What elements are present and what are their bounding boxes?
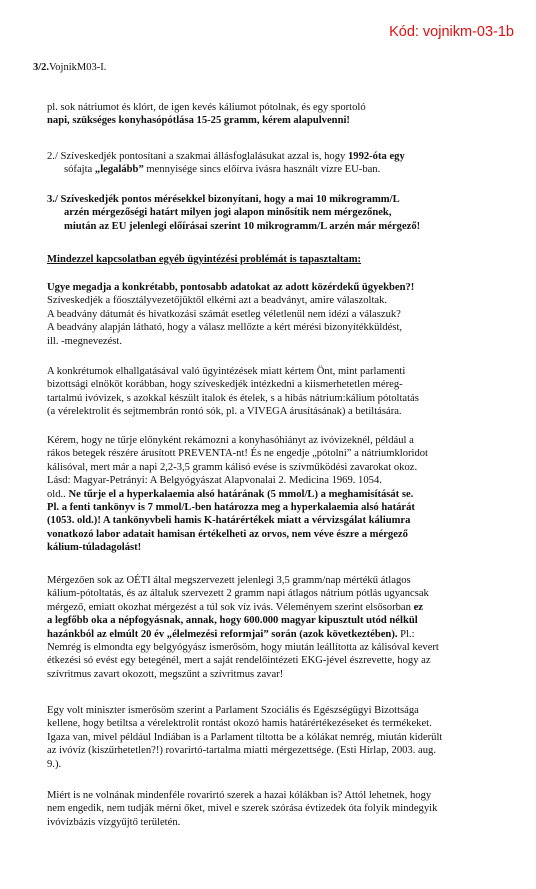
paragraph-pesticides	[47, 789, 517, 829]
text-line: old.. Ne tűrje el a hyperkalaemia alsó határának (5 mmol/L) a meghamisítását se.	[47, 488, 414, 500]
text-line: ill. -megnevezést.	[47, 335, 123, 347]
text-line: sófajta „legalább” mennyisége sincs előírva ivásra használt vízre EU-ban.	[64, 164, 381, 176]
text-line: Ugye megadja a konkrétabb, pontosabb adatokat az adott közérdekű ügyekben?!	[47, 282, 415, 293]
text-line: tartalmú ivóvizek, s azokkal készült italok és ételek, s a hibás nátrium:kálium pótoltatás	[47, 392, 419, 404]
text-line: Szíveskedjék a főosztályvezetőjüktől elkérni azt a beadványt, amire válaszoltak.	[47, 295, 388, 307]
text-line: (1053. old.)! A tankönyvbeli hamis K-határértékek miatt a vérvizsgálat káliumra	[47, 515, 411, 527]
text-line: Lásd: Magyar-Petrányi: A Belgyógyászat Alapvonalai 2. Medicina 1969. 1054.	[47, 475, 382, 487]
text-line: a legfőbb oka a népfogyásnak, annak, hogy 600.000 magyar kipusztult utód nélkül	[47, 615, 418, 627]
text-line: az ivóvíz (kiszűrhetetlen?!) rovarirtó-tartalma miatti mérgezettsége. (Esti Hírlap, 2003. aug.	[47, 745, 436, 757]
text-line: vonatkozó labor adatait hamisan értékelheti az orvos, nem véve észre a mérgező	[47, 528, 408, 540]
text-line: arzén mérgezőségi határt milyen jogi alapon minősítik nem mérgezőnek,	[64, 207, 392, 219]
text-line: Kérem, hogy ne tűrje előnyként rekámozni a konyhasóhiányt az ivóvizeknél, például a	[47, 435, 414, 446]
paragraph-sodium-potassium	[47, 101, 517, 128]
paragraph-point-3-arsenic	[47, 193, 517, 233]
page-reference: VojnikM03-I.	[49, 62, 107, 73]
paragraph-point-2	[47, 150, 517, 177]
text-line: (a vérelektrolit és sejtmembrán rontó sók, pl. a VIVEGA árusításának) a betiltására.	[47, 406, 402, 418]
paragraph-oeti-potassium	[47, 574, 517, 681]
text-line: Egy volt miniszter ismerősöm szerint a Parlament Szociális és Egészségügyi Bizottsága	[47, 705, 419, 716]
text-line: A konkrétumok elhallgatásával való ügyintézések miatt kértem Önt, mint parlamenti	[47, 366, 406, 377]
paragraph-committee-request	[47, 365, 517, 419]
document-code-label: Kód: vojnikm-03-1b	[389, 24, 514, 40]
text-line: Pl. a fenti tankönyv is 7 mmol/L-ben határozza meg a hyperkalaemia alsó határát	[47, 502, 415, 514]
text-line: 9.).	[47, 758, 62, 770]
text-line: A beadvány alapján látható, hogy a válasz mellőzte a kért mérési bizonyítékküldést,	[47, 322, 403, 334]
paragraph-questions	[47, 281, 517, 348]
page-number: 3/2.	[33, 62, 50, 73]
paragraph-hyperkalaemia	[47, 434, 517, 555]
paragraph-parliament-ban	[47, 704, 517, 771]
text-line: napi, szükséges konyhasópótlása 15-25 gramm, kérem alapulvenni!	[47, 115, 350, 127]
text-line: étkezési só evést egy betegénél, mert a saját rendelőintézeti EKG-jével észrevette, hogy az	[47, 655, 431, 667]
text-line: Nemrég is elmondta egy belgyógyász ismerősöm, hogy miután leállította az kálisóval kevert	[47, 642, 439, 654]
text-line: Igaza van, mivel például Indiában is a Parlament tiltotta be a kólákat nemrég, miután kiderült	[47, 731, 443, 743]
text-line: 2./ Szíveskedjék pontosítani a szakmai állásfoglalásukat azzal is, hogy 1992-óta egy	[47, 151, 405, 162]
text-line: 3./ Szíveskedjék pontos mérésekkel bizonyítani, hogy a mai 10 mikrogramm/L	[47, 194, 400, 205]
text-line: pl. sok nátriumot és klórt, de igen kevés káliumot pótolnak, és egy sportoló	[47, 102, 366, 113]
text-line: rákos betegek részére árusított PREVENTA-nt! És ne engedje „pótolni” a nátriumkloridot	[47, 448, 428, 460]
text-line: szívritmus zavart okozott, megszűnt a szívritmus zavar!	[47, 668, 284, 680]
text-line: kellene, hogy betiltsa a vérelektrolit rontást okozó hamis határértékezéseket és termékeket.	[47, 718, 432, 730]
text-line: kálium-túladagolást!	[47, 542, 142, 554]
text-line: kálisóval, mert már a napi 2,2-3,5 gramm kálisó evése is szívműködési zavarokat okoz.	[47, 461, 418, 473]
text-line: nem engedik, nem tudják mérni őket, mivel e szerek szórása évtizedek óta folyik mindegyik	[47, 803, 438, 815]
text-line: miután az EU jelenlegi előírásai szerint 10 mikrogramm/L arzén már mérgező!	[64, 220, 421, 232]
text-line: bizottsági elnököt korábban, hogy szíveskedjék intézkedni a kiismerhetetlen méreg-	[47, 379, 403, 391]
text-line: ivóvízbázis vízgyűjtő területén.	[47, 816, 181, 828]
text-line: hazánkból az elmúlt 20 év „élelmezési reformjai” során (azok következtében). Pl.:	[47, 628, 415, 640]
text-line: Miért is ne volnának mindenféle rovarirtó szerek a hazai kólákban is? Attól lehetnek, hogy	[47, 790, 432, 801]
text-line: Mérgezően sok az OÉTI által megszervezett jelenlegi 3,5 gramm/nap mértékű átlagos	[47, 575, 411, 586]
text-line: mérgező, emiatt okozhat mérgezést a túl sok víz ivás. Véleményem szerint elsősorban ez	[47, 601, 423, 613]
section-heading: Mindezzel kapcsolatban egyéb ügyintézési problémát is tapasztaltam:	[47, 254, 362, 265]
page-header	[33, 62, 106, 73]
text-line: A beadvány dátumát és hivatkozási számát esetleg véletlenül nem idézi a válaszuk?	[47, 308, 401, 320]
text-line: kálium-pótoltatás, és az általuk szervezett 2 gramm napi átlagos nátrium pótlás ugyancsak	[47, 588, 429, 600]
